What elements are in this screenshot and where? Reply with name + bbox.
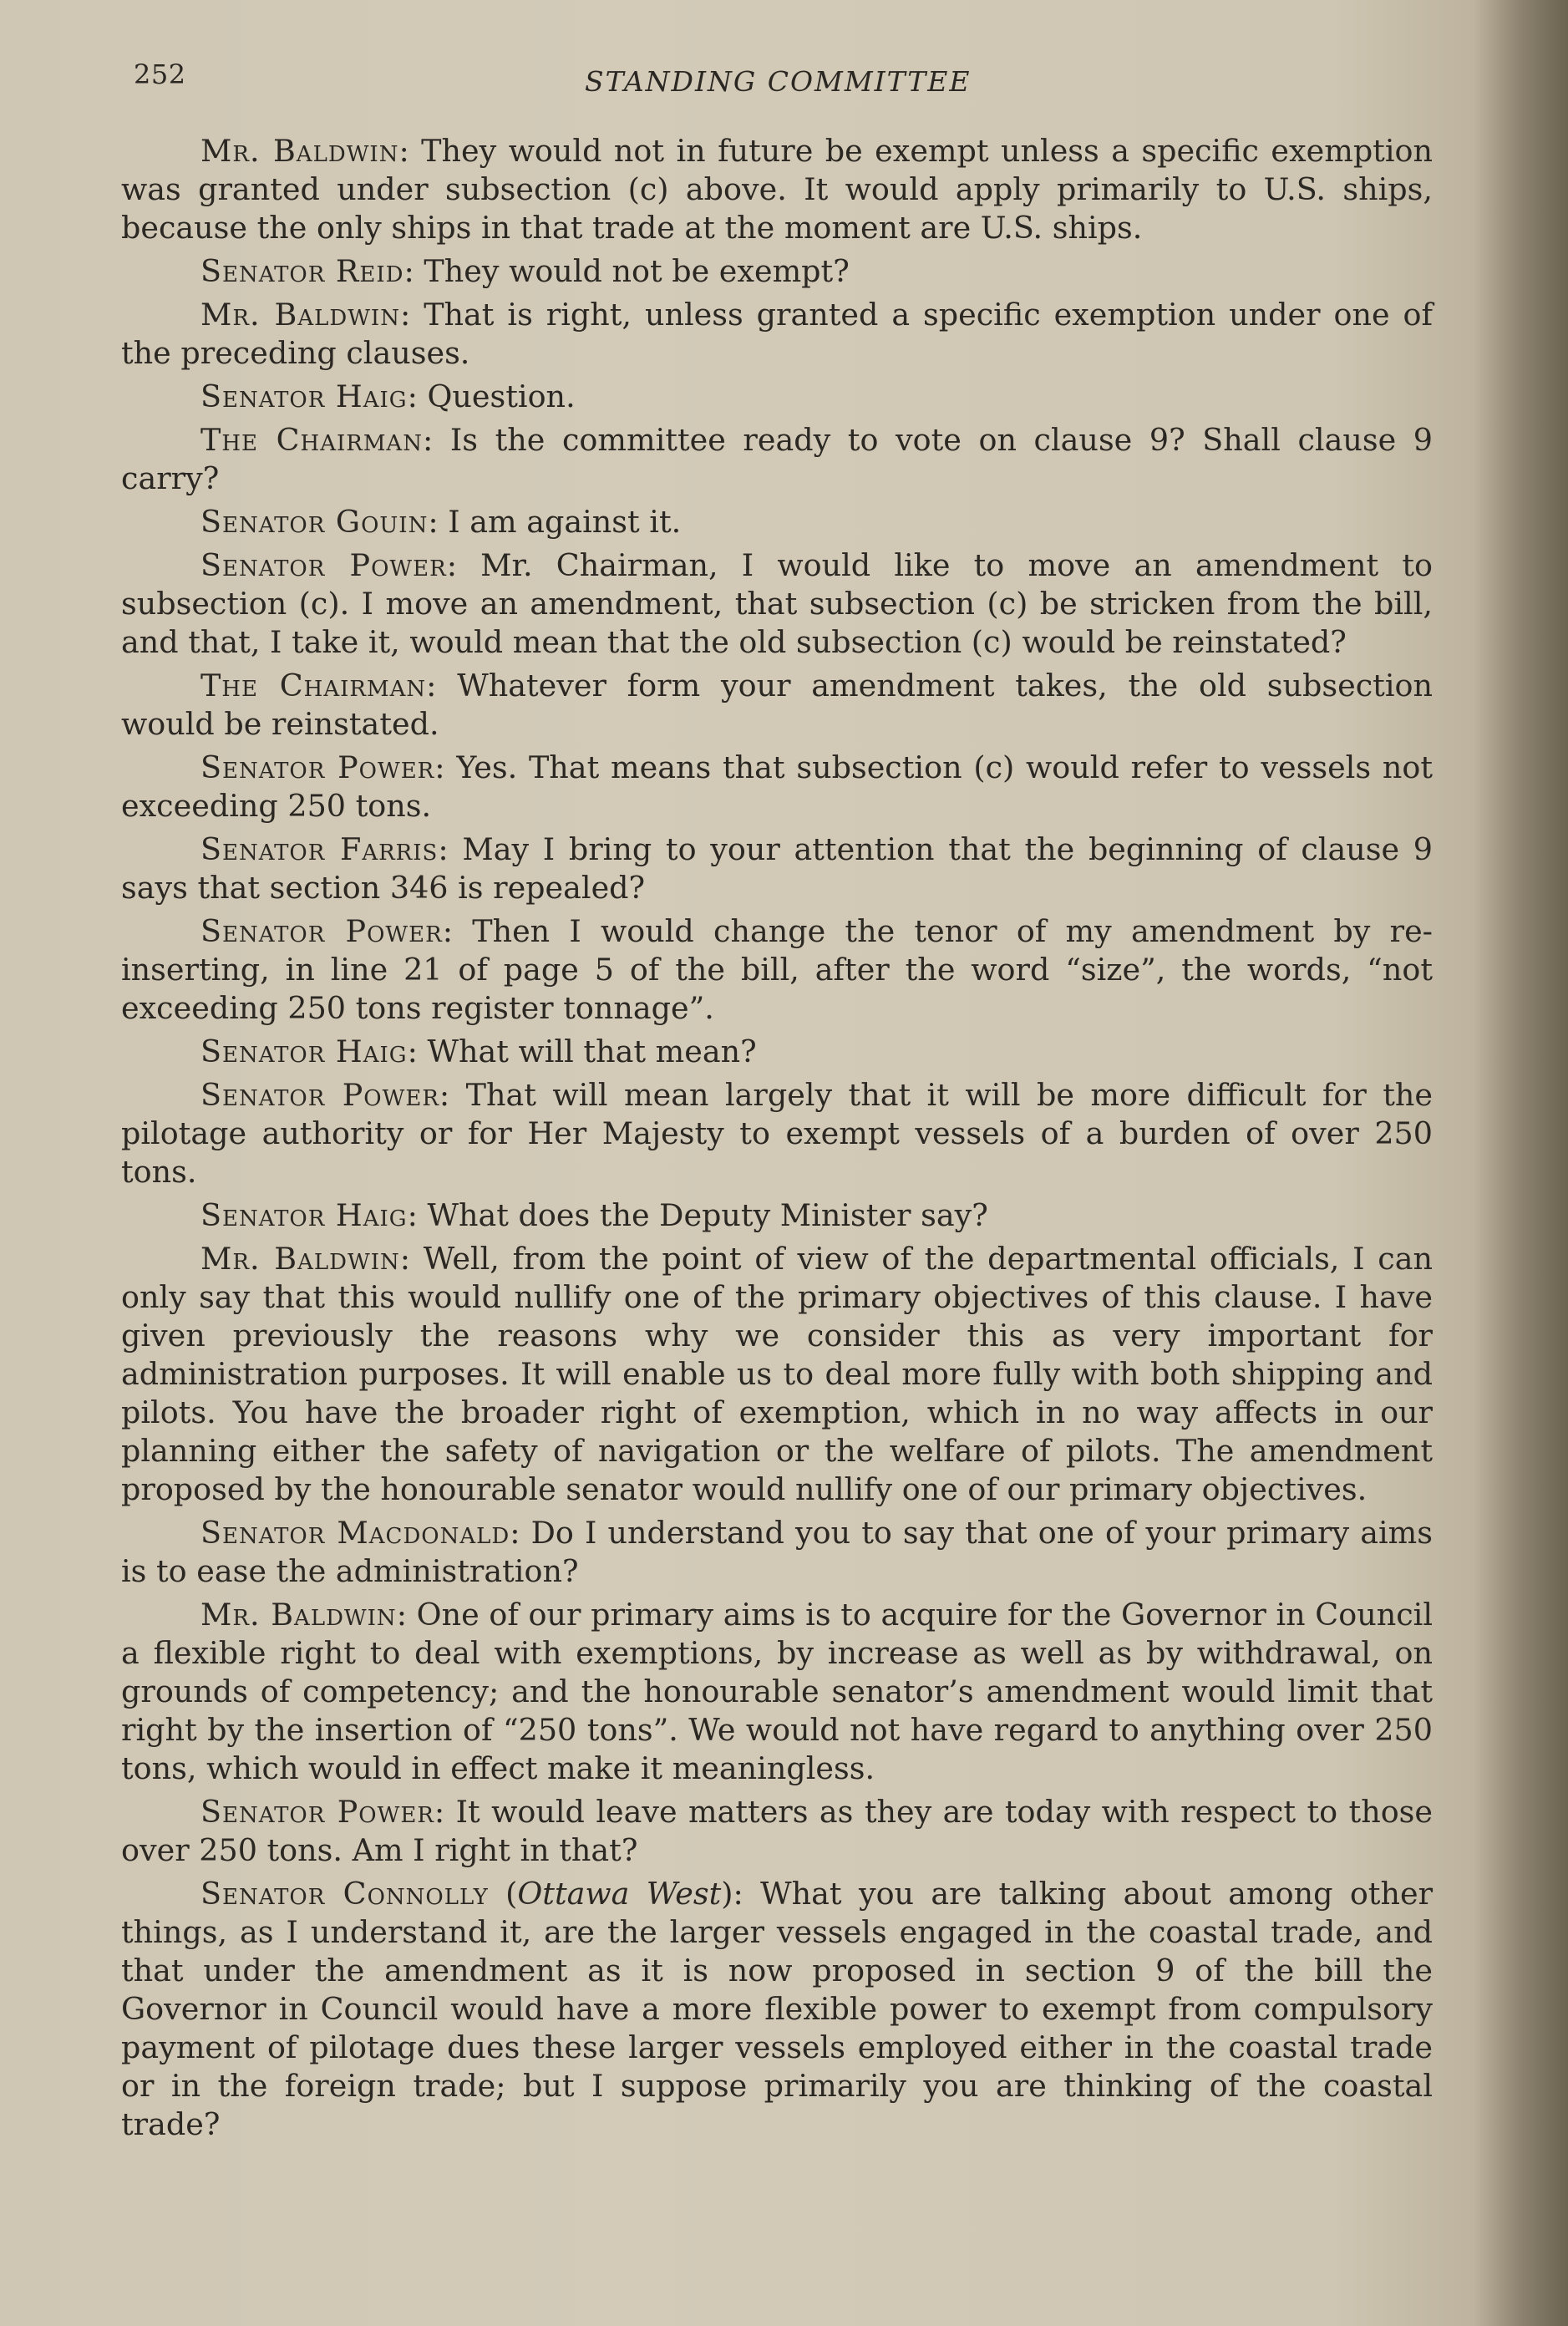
transcript-paragraph: [121, 1514, 1433, 1591]
speech-text: : What you are talking about among other things, as I understand it, are the larger vessels engaged in the coastal trade, and that under the amendment as it is now proposed in section 9 of the bill the Governor in Council would have a more flexible power to exempt from compulsory payment of pilotage dues these larger vessels employed either in the coastal trade or in the foreign trade; but I suppose primarily you are thinking of the coastal trade?: [121, 1876, 1434, 2142]
speech-text: : May I bring to your attention that the beginning of clause 9 says that section 346 is repealed?: [121, 831, 1433, 906]
transcript-paragraph: [121, 1076, 1433, 1191]
speech-text: : They would not in future be exempt unless a specific exemption was granted under subsection (c) above. It would apply primarily to U.S. ships, because the only ships in that trade at the moment are U.S. ships.: [121, 133, 1434, 246]
speaker-name: Senator Power: [200, 1794, 434, 1830]
transcript-body: [121, 132, 1433, 2149]
transcript-paragraph: [121, 1033, 1433, 1071]
transcript-paragraph: [121, 252, 1433, 291]
transcript-paragraph: [121, 912, 1433, 1028]
speaker-name: Senator Haig: [200, 378, 408, 414]
speaker-name: Senator Power: [200, 547, 447, 583]
transcript-paragraph: [121, 1196, 1433, 1235]
speaker-name: Mr. Baldwin: [200, 1241, 400, 1277]
transcript-paragraph: [121, 132, 1433, 247]
speech-text: : That will mean largely that it will be more difficult for the pilotage authority or for Her Majesty to exempt vessels of a burden of over 250 tons.: [121, 1077, 1433, 1190]
speech-text: : What will that mean?: [407, 1033, 757, 1069]
transcript-paragraph: [121, 667, 1433, 744]
riding-name: Ottawa West: [517, 1876, 722, 1912]
speaker-name: Senator Power: [200, 913, 443, 949]
speaker-name: Senator Connolly: [200, 1876, 489, 1912]
speech-text: : Well, from the point of view of the departmental officials, I can only say that this would nullify one of the primary objectives of this clause. I have given previously the reasons why we consider this as very important for administration purposes. It will enable us to deal more fully with both shipping and pilots. You have the broader right of exemption, which in no way affects in our planning either the safety of navigation or the welfare of pilots. The amendment proposed by the honourable senator would nullify one of our primary objectives.: [121, 1241, 1434, 1507]
running-title: STANDING COMMITTEE: [585, 65, 972, 98]
transcript-paragraph: [121, 378, 1433, 416]
transcript-paragraph: [121, 421, 1433, 498]
speaker-name: Senator Gouin: [200, 504, 429, 540]
speaker-name: Senator Power: [200, 1077, 439, 1113]
transcript-paragraph: [121, 749, 1433, 825]
speaker-name: Mr. Baldwin: [200, 133, 399, 169]
speech-text: : One of our primary aims is to acquire for the Governor in Council a flexible right to deal with exemptions, by increase as well as by withdrawal, on grounds of competency; and the honourable senator’s amendment would limit that right by the insertion of “250 tons”. We would not have regard to anything over 250 tons, which would in effect make it meaningless.: [121, 1597, 1434, 1786]
transcript-paragraph: [121, 830, 1433, 907]
page-number: 252: [134, 58, 186, 90]
speech-text: : Mr. Chairman, I would like to move an amendment to subsection (c). I move an amendment, that subsection (c) be stricken from the bill, and that, I take it, would mean that the old subsection (c) would be reinstated?: [121, 547, 1434, 660]
speaker-name: Senator Power: [200, 749, 435, 785]
speech-text: : Whatever form your amendment takes, the old subsection would be reinstated.: [121, 668, 1433, 742]
speaker-name: Mr. Baldwin: [200, 297, 400, 333]
speech-text: : Is the committee ready to vote on clause 9? Shall clause 9 carry?: [121, 422, 1433, 496]
transcript-paragraph: [121, 546, 1433, 662]
speaker-name: Mr. Baldwin: [200, 1597, 397, 1633]
speaker-name: Senator Haig: [200, 1033, 408, 1069]
speaker-name: Senator Macdonald: [200, 1515, 510, 1551]
speech-text: : Question.: [407, 378, 576, 414]
speech-text: : That is right, unless granted a specific exemption under one of the preceding clauses.: [121, 297, 1433, 371]
speech-text: : Do I understand you to say that one of your primary aims is to ease the administration?: [121, 1515, 1433, 1589]
page-header: [134, 58, 1437, 109]
speech-text: : I am against it.: [428, 504, 682, 540]
speaker-name: Senator Farris: [200, 831, 439, 867]
speaker-name: The Chairman: [200, 668, 427, 703]
transcript-paragraph: [121, 1240, 1433, 1509]
transcript-paragraph: Senator Connolly (Ottawa West): What you are talking about among other things, as I understand it, are the larger vessels engaged in the coastal trade, and that under the amendment as it is now proposed in section 9 of the bill the Governor in Council would have a more flexible power to exempt from compulsory payment of pilotage dues these larger vessels employed either in the coastal trade or in the foreign trade; but I suppose primarily you are thinking of the coastal trade?: [121, 1876, 1434, 2142]
speaker-name: Senator Reid: [200, 253, 404, 289]
transcript-paragraph: [121, 1793, 1433, 1870]
transcript-paragraph: [121, 1596, 1433, 1788]
speech-text: : They would not be exempt?: [403, 253, 850, 289]
speaker-name: The Chairman: [200, 422, 423, 458]
speech-text: : Yes. That means that subsection (c) would refer to vessels not exceeding 250 tons.: [121, 749, 1433, 824]
speech-text: : What does the Deputy Minister say?: [407, 1197, 988, 1233]
speech-text: : It would leave matters as they are today with respect to those over 250 tons. Am I right in that?: [121, 1794, 1434, 1868]
speech-text: : Then I would change the tenor of my amendment by re-inserting, in line 21 of page 5 of the bill, after the word “size”, the words, “not exceeding 250 tons register tonnage”.: [121, 913, 1434, 1026]
speaker-name: Senator Haig: [200, 1197, 408, 1233]
transcript-paragraph: [121, 503, 1433, 541]
transcript-paragraph: [121, 296, 1433, 373]
